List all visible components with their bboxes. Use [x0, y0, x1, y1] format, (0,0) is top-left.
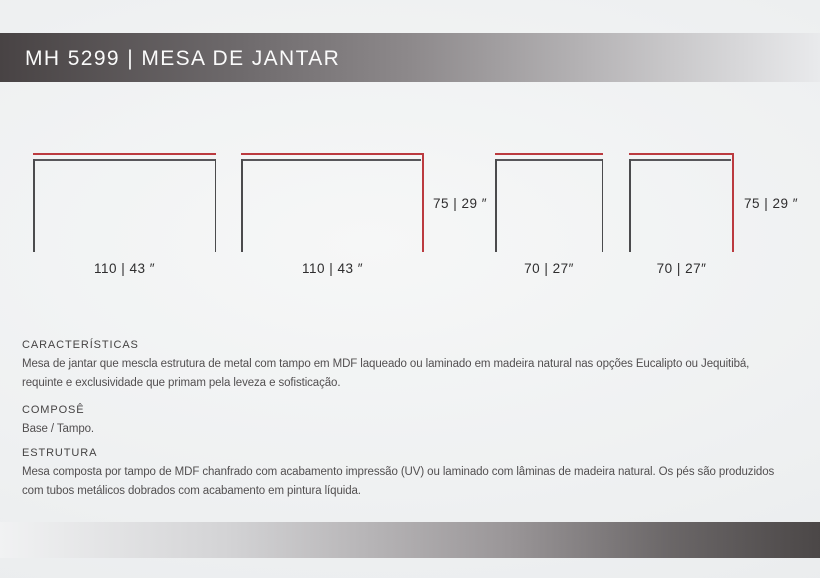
tabletop-red-line: [629, 153, 734, 155]
section-heading: COMPOSÊ: [22, 404, 85, 416]
table-leg-right: [602, 159, 604, 252]
table-leg-left: [241, 159, 243, 252]
tabletop-gray-line: [241, 159, 421, 161]
section-body: Mesa de jantar que mescla estrutura de metal com tampo em MDF laqueado ou laminado em madeira natural nas opções Eucalipto ou Jequitibá, requinte e exclusividade que primam pela leveza e sofisticação.: [22, 358, 750, 389]
table-leg-right: [215, 159, 217, 252]
tabletop-gray-line: [33, 159, 216, 161]
height-dimension-label: 75 | 29 ″: [433, 196, 488, 211]
diagram-table-110-front: [33, 153, 216, 276]
section-estrutura: [22, 447, 787, 501]
page-title: MH 5299 | MESA DE JANTAR: [25, 47, 341, 70]
diagram-table-70-side: [629, 153, 734, 276]
table-leg-right-red: [422, 153, 425, 252]
height-dimension-label: 75 | 29 ″: [744, 196, 799, 211]
width-dimension-label: 110 | 43 ″: [93, 261, 156, 276]
table-leg-left: [33, 159, 35, 252]
header-bar: [0, 33, 820, 82]
diagram-table-110-side: [241, 153, 424, 276]
tabletop-gray-line: [495, 159, 603, 161]
width-dimension-label: 70 | 27″: [656, 261, 707, 276]
table-leg-right-red: [732, 153, 735, 252]
footer-bar: [0, 522, 820, 558]
table-leg-left: [629, 159, 631, 252]
tabletop-red-line: [495, 153, 603, 155]
tabletop-gray-line: [629, 159, 731, 161]
section-compose: [22, 404, 787, 439]
section-caracteristicas: [22, 339, 787, 393]
table-leg-left: [495, 159, 497, 252]
section-heading: ESTRUTURA: [22, 447, 98, 459]
tabletop-red-line: [241, 153, 424, 155]
tabletop-red-line: [33, 153, 216, 155]
width-dimension-label: 70 | 27″: [524, 261, 574, 276]
width-dimension-label: 110 | 43 ″: [301, 261, 364, 276]
diagram-table-70-front: [495, 153, 603, 276]
section-body: Mesa composta por tampo de MDF chanfrado com acabamento impressão (UV) ou laminado com lâminas de madeira natural. Os pés são produzidos com tubos metálicos dobrados com acabamento em pintura líquida.: [22, 466, 775, 497]
section-body: Base / Tampo.: [22, 423, 95, 435]
section-heading: CARACTERÍSTICAS: [22, 339, 139, 351]
